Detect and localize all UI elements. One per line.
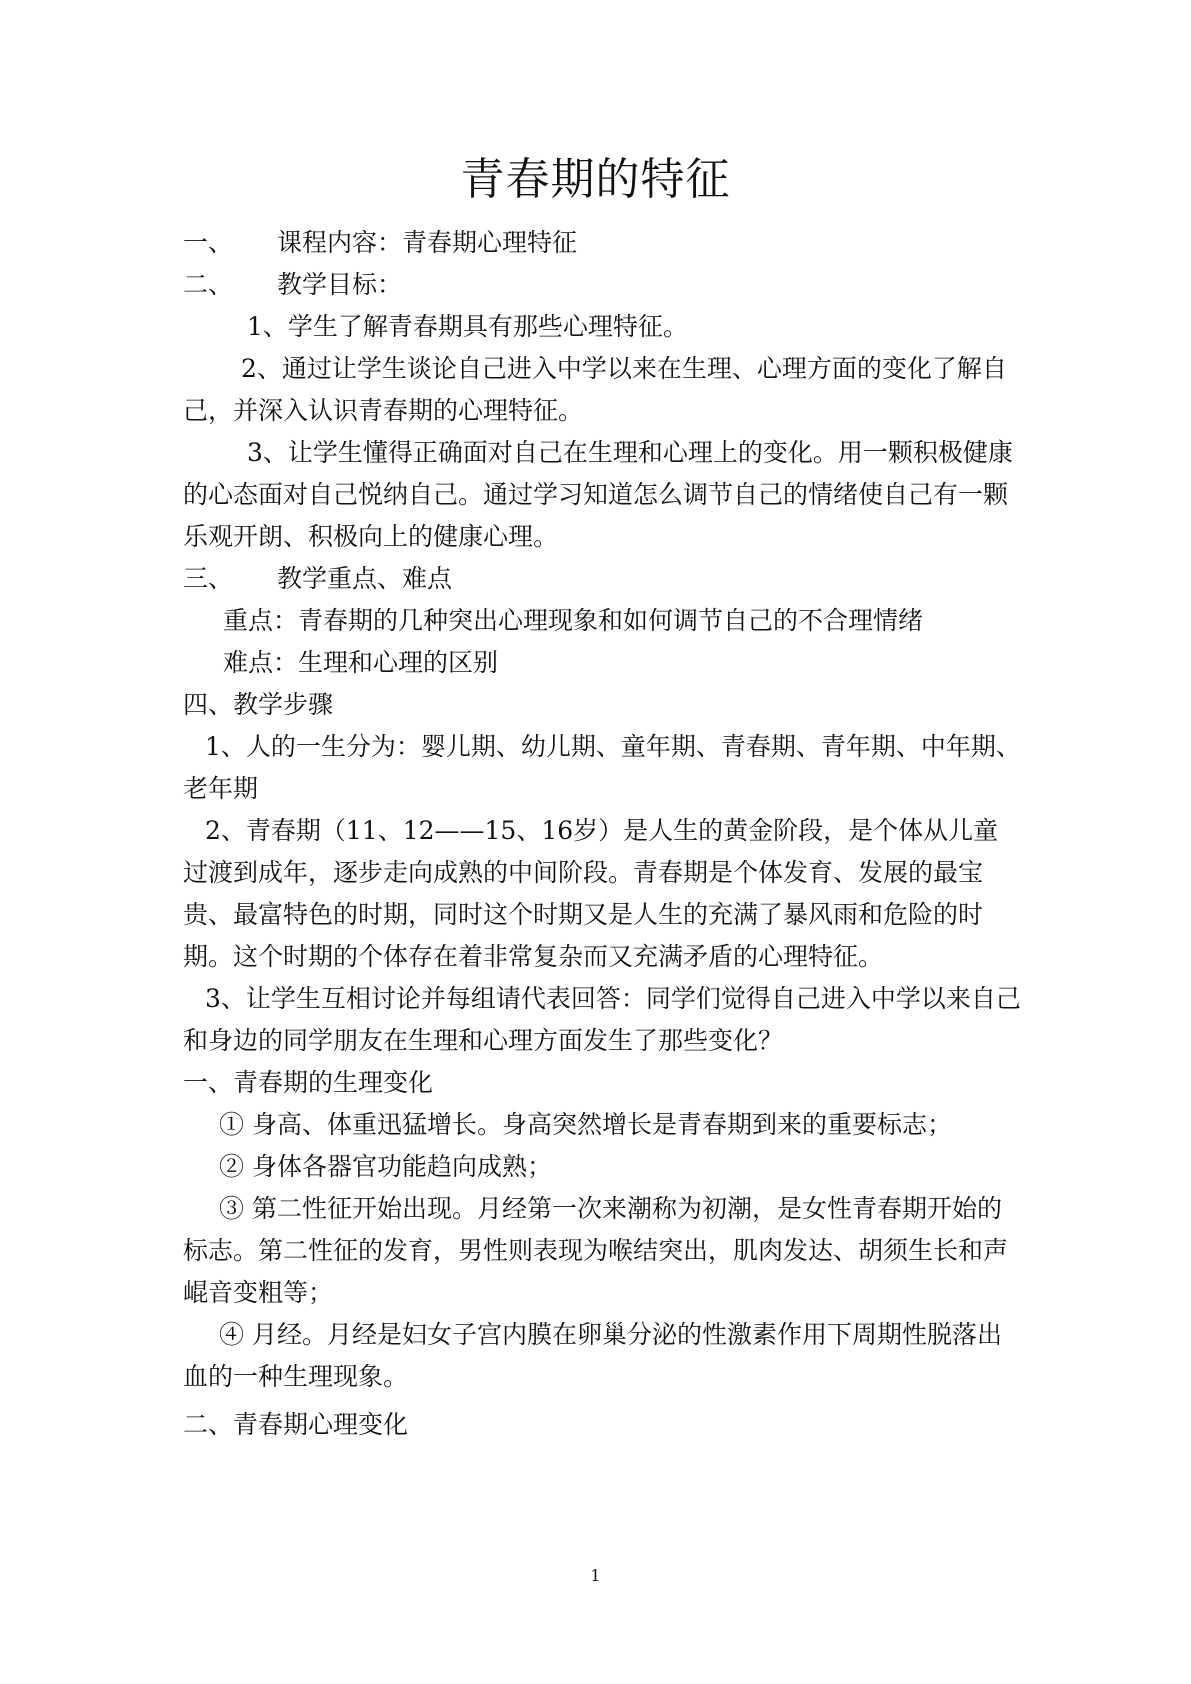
section-number: 二、: [183, 270, 234, 299]
objective-3: 3、让学生懂得正确面对自己在生理和心理上的变化。用一颗积极健康的心态面对自己悦纳自己。通过学习知道怎么调节自己的情绪使自己有一颗乐观开朗、积极向上的健康心理。: [183, 438, 1013, 551]
step-3: 3、让学生互相讨论并每组请代表回答：同学们觉得自己进入中学以来自己和身边的同学朋友在生理和心理方面发生了那些变化？: [183, 984, 1021, 1055]
section-heading-2: [183, 264, 1023, 306]
objective-1: 1、学生了解青春期具有那些心理特征。: [247, 312, 688, 341]
section-heading-1: [183, 222, 1023, 264]
physio-item-2: ② 身体各器官功能趋向成熟；: [219, 1152, 552, 1181]
section-text: 教学目标：: [277, 270, 403, 299]
objective-2: 2、通过让学生谈论自己进入中学以来在生理、心理方面的变化了解自己，并深入认识青春期的心理特征。: [183, 354, 1007, 425]
section-text: 课程内容：青春期心理特征: [277, 228, 578, 257]
step-1: 1、人的一生分为：婴儿期、幼儿期、童年期、青春期、青年期、中年期、老年期: [183, 732, 1021, 803]
difficult-point: 难点：生理和心理的区别: [223, 648, 499, 677]
document-body: [183, 222, 1023, 1446]
psych-heading: 二、青春期心理变化: [183, 1410, 409, 1439]
physio-item-1: ① 身高、体重迅猛增长。身高突然增长是青春期到来的重要标志；: [219, 1110, 952, 1139]
step-2: 2、青春期（11、12——15、16岁）是人生的黄金阶段，是个体从儿童过渡到成年，逐步走向成熟的中间阶段。青春期是个体发育、发展的最宝贵、最富特色的时期，同时这个时期又是人生的充满了暴风雨和危险的时期。这个时期的个体存在着非常复杂而又充满矛盾的心理特征。: [183, 816, 999, 971]
key-point: 重点：青春期的几种突出心理现象和如何调节自己的不合理情绪: [223, 606, 924, 635]
physio-item-4: ④ 月经。月经是妇女子宫内膜在卵巢分泌的性激素作用下周期性脱落出血的一种生理现象。: [183, 1320, 1002, 1391]
physio-heading: 一、青春期的生理变化: [183, 1068, 434, 1097]
section-number: 三、: [183, 564, 234, 593]
section-text: 教学重点、难点: [277, 564, 453, 593]
physio-item-3: ③ 第二性征开始出现。月经第一次来潮称为初潮，是女性青春期开始的标志。第二性征的发育，男性则表现为喉结突出，肌肉发达、胡须生长和声崐音变粗等；: [183, 1194, 1009, 1307]
steps-heading: 四、教学步骤: [183, 690, 334, 719]
page-number: 1: [590, 1566, 601, 1585]
section-heading-3: [183, 558, 1023, 600]
page-title: 青春期的特征: [460, 154, 731, 205]
section-number: 一、: [183, 228, 234, 257]
